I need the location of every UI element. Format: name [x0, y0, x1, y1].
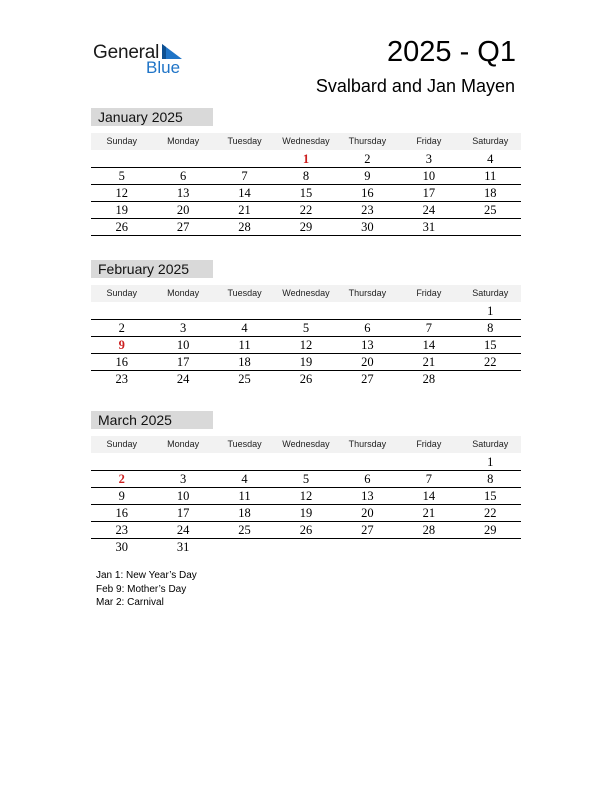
day-cell: [214, 151, 275, 167]
day-cell: 26: [299, 523, 313, 537]
day-cell: 25: [238, 523, 251, 537]
day-cell: 31: [176, 540, 190, 554]
day-cell: 18: [483, 186, 497, 200]
month-february: [91, 260, 521, 387]
day-cell: 8: [302, 169, 310, 183]
day-cell: 21: [238, 203, 251, 217]
day-cell: [460, 371, 521, 387]
week-row: [91, 505, 521, 522]
day-cell: 13: [361, 489, 374, 503]
day-cell: 4: [241, 321, 248, 335]
weekday-label: Saturday: [472, 439, 509, 449]
weekday-label: Tuesday: [227, 288, 262, 298]
day-cell: 14: [422, 489, 436, 503]
month-march: [91, 411, 521, 555]
day-cell: 6: [364, 472, 371, 486]
day-cell: 20: [361, 506, 374, 520]
day-cell: 9: [118, 489, 125, 503]
day-cell: 16: [361, 186, 374, 200]
day-cell: 26: [115, 220, 128, 234]
day-cell: 7: [425, 472, 432, 486]
week-row: [91, 471, 521, 488]
day-cell: 5: [302, 472, 310, 486]
day-cell: [337, 539, 398, 555]
weekday-label: Sunday: [106, 439, 137, 449]
day-cell: 9: [118, 338, 125, 352]
day-cell: 9: [364, 169, 371, 183]
day-cell: 12: [299, 338, 313, 352]
day-cell: 15: [299, 186, 313, 200]
day-cell: 3: [425, 152, 432, 166]
weekday-label: Tuesday: [227, 136, 262, 146]
day-cell: [460, 539, 521, 555]
day-cell: 11: [484, 169, 497, 183]
week-row: [91, 320, 521, 337]
day-cell: 22: [483, 506, 497, 520]
day-cell: 3: [180, 321, 187, 335]
day-cell: 25: [483, 203, 497, 217]
holiday-notes: [96, 569, 197, 610]
day-cell: 4: [241, 472, 248, 486]
day-cell: 23: [361, 203, 374, 217]
weekday-label: Saturday: [472, 136, 509, 146]
weekday-label: Sunday: [106, 136, 137, 146]
weekday-label: Thursday: [348, 288, 387, 298]
day-cell: 19: [299, 355, 313, 369]
weekday-header-row: [91, 436, 521, 453]
week-row: [91, 454, 521, 471]
day-cell: [214, 303, 275, 319]
day-cell: 1: [487, 304, 494, 318]
weekday-header-row: [91, 285, 521, 302]
day-cell: 14: [422, 338, 436, 352]
day-cell: 15: [483, 338, 497, 352]
day-cell: [398, 454, 459, 470]
day-cell: [91, 151, 152, 167]
day-cell: 24: [422, 203, 436, 217]
day-cell: 17: [176, 506, 190, 520]
weekday-label: Wednesday: [282, 136, 330, 146]
week-row: [91, 522, 521, 539]
day-cell: 3: [180, 472, 187, 486]
month-title: January 2025: [91, 108, 213, 126]
day-cell: 24: [176, 523, 190, 537]
weekday-header-row: [91, 133, 521, 150]
day-cell: 31: [422, 220, 436, 234]
day-cell: 12: [115, 186, 128, 200]
country-name: Svalbard and Jan Mayen: [315, 76, 515, 96]
day-cell: 29: [299, 220, 313, 234]
day-cell: 21: [422, 355, 436, 369]
day-cell: 28: [422, 372, 436, 386]
day-cell: 10: [176, 338, 190, 352]
day-cell: 6: [364, 321, 371, 335]
holiday-note: Jan 1: New Year’s Day: [96, 570, 197, 581]
logo-text-general: General: [93, 42, 160, 63]
day-cell: 18: [238, 506, 251, 520]
day-cell: 18: [238, 355, 251, 369]
weekday-label: Tuesday: [227, 439, 262, 449]
day-cell: 16: [115, 506, 128, 520]
day-cell: 27: [176, 220, 190, 234]
day-cell: [152, 151, 213, 167]
day-cell: 24: [176, 372, 190, 386]
week-row: [91, 202, 521, 219]
weekday-label: Monday: [167, 136, 200, 146]
day-cell: 2: [118, 472, 125, 486]
day-cell: 28: [422, 523, 436, 537]
logo: [93, 40, 193, 80]
day-cell: 30: [361, 220, 374, 234]
day-cell: [398, 303, 459, 319]
day-cell: 4: [487, 152, 494, 166]
page-title: 2025 - Q1: [387, 36, 516, 68]
day-cell: 10: [176, 489, 190, 503]
day-cell: [275, 539, 336, 555]
day-cell: 13: [176, 186, 190, 200]
day-cell: 11: [238, 489, 251, 503]
day-cell: [337, 303, 398, 319]
weekday-label: Thursday: [348, 439, 387, 449]
weekday-label: Friday: [416, 439, 442, 449]
day-cell: 28: [238, 220, 251, 234]
day-cell: 14: [238, 186, 251, 200]
week-row: [91, 337, 521, 354]
day-cell: 23: [115, 523, 128, 537]
day-cell: [91, 454, 152, 470]
week-row: [91, 219, 521, 236]
month-january: [91, 108, 521, 236]
day-cell: 20: [361, 355, 374, 369]
day-cell: [275, 303, 336, 319]
day-cell: 22: [299, 203, 313, 217]
day-cell: 7: [425, 321, 432, 335]
day-cell: 5: [118, 169, 125, 183]
day-cell: 6: [180, 169, 187, 183]
day-cell: 2: [364, 152, 371, 166]
weekday-label: Friday: [416, 288, 442, 298]
day-cell: 1: [302, 152, 310, 166]
day-cell: 20: [176, 203, 190, 217]
day-cell: 22: [483, 355, 497, 369]
week-row: [91, 151, 521, 168]
week-row: [91, 168, 521, 185]
day-cell: [152, 454, 213, 470]
holiday-note: Mar 2: Carnival: [96, 597, 164, 608]
day-cell: 7: [241, 169, 248, 183]
weekday-label: Wednesday: [282, 439, 330, 449]
day-cell: 15: [483, 489, 497, 503]
day-cell: 26: [299, 372, 313, 386]
day-cell: [214, 539, 275, 555]
day-cell: 30: [115, 540, 128, 554]
day-cell: [214, 454, 275, 470]
day-cell: 19: [299, 506, 313, 520]
week-row: [91, 303, 521, 320]
weekday-label: Sunday: [106, 288, 137, 298]
weekday-label: Wednesday: [282, 288, 330, 298]
holiday-note: Feb 9: Mother’s Day: [96, 583, 187, 595]
week-row: [91, 185, 521, 202]
day-cell: 27: [361, 523, 374, 537]
day-cell: [398, 539, 459, 555]
day-cell: 29: [483, 523, 497, 537]
day-cell: 17: [422, 186, 436, 200]
logo-text-blue: Blue: [146, 58, 181, 77]
weekday-label: Thursday: [348, 136, 387, 146]
month-title: March 2025: [91, 411, 213, 429]
day-cell: 25: [238, 372, 251, 386]
day-cell: 1: [487, 455, 494, 469]
day-cell: 11: [238, 338, 251, 352]
week-row: [91, 371, 521, 387]
day-cell: [337, 454, 398, 470]
day-cell: 13: [361, 338, 374, 352]
day-cell: 19: [115, 203, 128, 217]
week-row: [91, 488, 521, 505]
week-row: [91, 354, 521, 371]
day-cell: 2: [118, 321, 125, 335]
weekday-label: Monday: [167, 439, 200, 449]
day-cell: [275, 454, 336, 470]
day-cell: [152, 303, 213, 319]
week-row: [91, 539, 521, 555]
day-cell: 5: [302, 321, 310, 335]
day-cell: 10: [422, 169, 436, 183]
day-cell: 17: [176, 355, 190, 369]
day-cell: 8: [487, 321, 494, 335]
day-cell: [91, 303, 152, 319]
month-title: February 2025: [91, 260, 213, 278]
day-cell: [460, 219, 521, 235]
day-cell: 27: [361, 372, 374, 386]
weekday-label: Friday: [416, 136, 442, 146]
day-cell: 12: [299, 489, 313, 503]
day-cell: 21: [422, 506, 436, 520]
day-cell: 23: [115, 372, 128, 386]
weekday-label: Saturday: [472, 288, 509, 298]
day-cell: 16: [115, 355, 128, 369]
weekday-label: Monday: [167, 288, 200, 298]
day-cell: 8: [487, 472, 494, 486]
